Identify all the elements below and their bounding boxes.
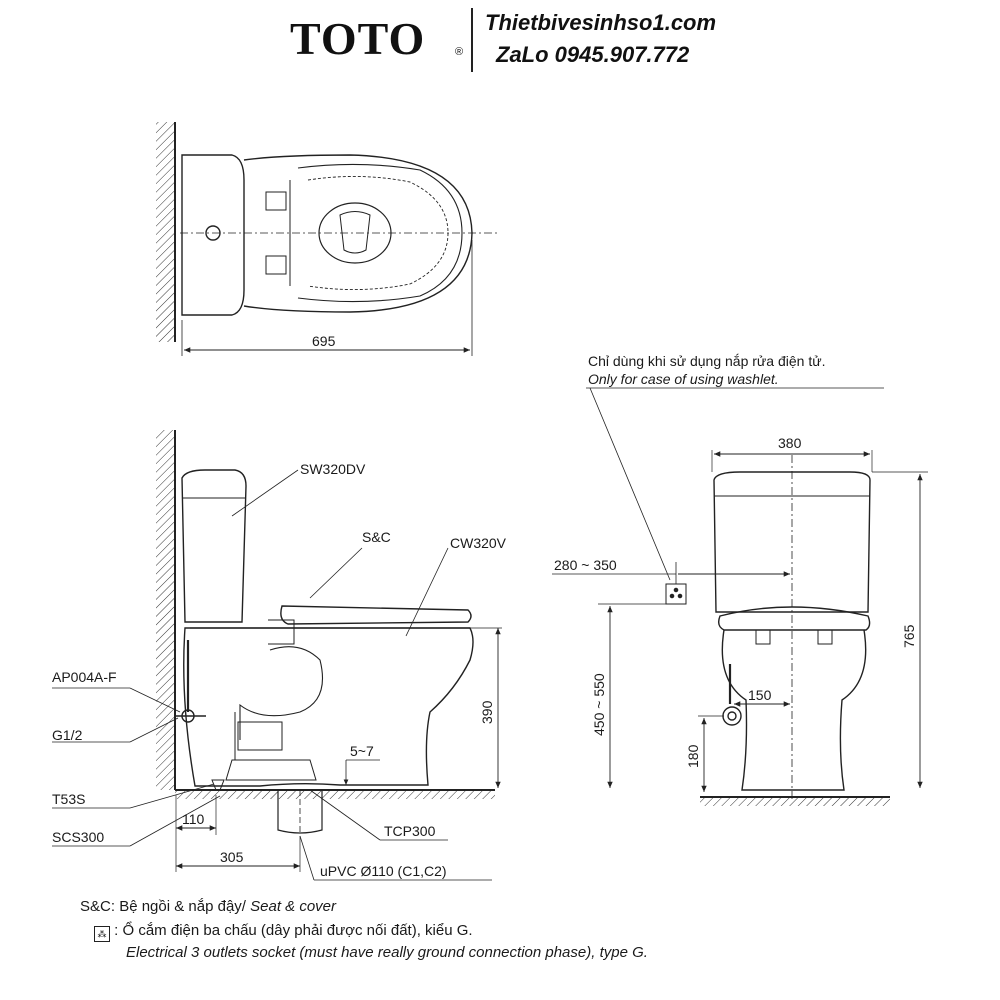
front-view [552, 388, 928, 806]
label-pipe: uPVC Ø110 (C1,C2) [320, 863, 447, 879]
floor-hatch-front [700, 798, 890, 806]
registered-mark: ® [455, 46, 464, 58]
dim-gap: 5~7 [350, 743, 374, 759]
website-label: Thietbivesinhso1.com [485, 10, 717, 35]
wall-hatch-side [156, 430, 174, 790]
bowl-front [722, 630, 865, 790]
legend-sc-vi: Bệ ngồi & nắp đậy/ [119, 898, 246, 915]
legend-socket [94, 922, 473, 942]
bowl-top [244, 155, 472, 312]
label-inlet: G1/2 [52, 727, 83, 743]
washlet-note-vi: Chỉ dùng khi sử dụng nắp rửa điện tử. [588, 353, 826, 369]
floor-hatch-side [175, 791, 495, 799]
legend-seat-cover [80, 898, 336, 915]
dim-socket-range: 280 ~ 350 [554, 557, 617, 573]
bowl-side [184, 628, 473, 786]
side-view [52, 430, 502, 880]
label-seat: S&C [362, 529, 391, 545]
seat-side [281, 606, 471, 624]
dim-rough-in: 305 [220, 849, 244, 865]
brand-logo: TOTO [290, 13, 426, 64]
legend-socket-vi: : Ổ cắm điện ba chấu (dây phải được nối đất), kiểu G. [114, 922, 473, 939]
label-bowl: CW320V [450, 535, 507, 551]
wall-hatch-top [156, 122, 174, 342]
dim-width-top: 695 [312, 333, 336, 349]
dim-socket-height: 450 ~ 550 [591, 673, 607, 736]
legend-sc-en: Seat & cover [250, 898, 337, 915]
contact-label: ZaLo 0945.907.772 [496, 42, 690, 67]
label-connector: SCS300 [52, 829, 105, 845]
top-view [156, 122, 500, 356]
label-valve: AP004A-F [52, 669, 117, 685]
dim-height-side: 390 [479, 700, 495, 724]
dim-inlet-height: 180 [685, 744, 701, 768]
dim-inlet-side: 150 [748, 687, 772, 703]
label-flange: T53S [52, 791, 86, 807]
legend-socket-en: Electrical 3 outlets socket (must have really ground connection phase), type G. [126, 944, 648, 961]
tank-top [182, 155, 244, 315]
socket-symbol-icon: ⁂ [94, 926, 110, 942]
legend-sc-key: S&C: [80, 898, 116, 915]
dim-width-front: 380 [778, 435, 802, 451]
dim-total-height: 765 [901, 624, 917, 648]
washlet-note-en: Only for case of using washlet. [588, 371, 779, 387]
seat-front [719, 607, 870, 630]
label-adapter: TCP300 [384, 823, 436, 839]
dim-inlet-offset: 110 [182, 811, 205, 827]
electrical-socket-icon [666, 584, 686, 604]
tank-side [182, 470, 246, 622]
label-tank: SW320DV [300, 461, 366, 477]
